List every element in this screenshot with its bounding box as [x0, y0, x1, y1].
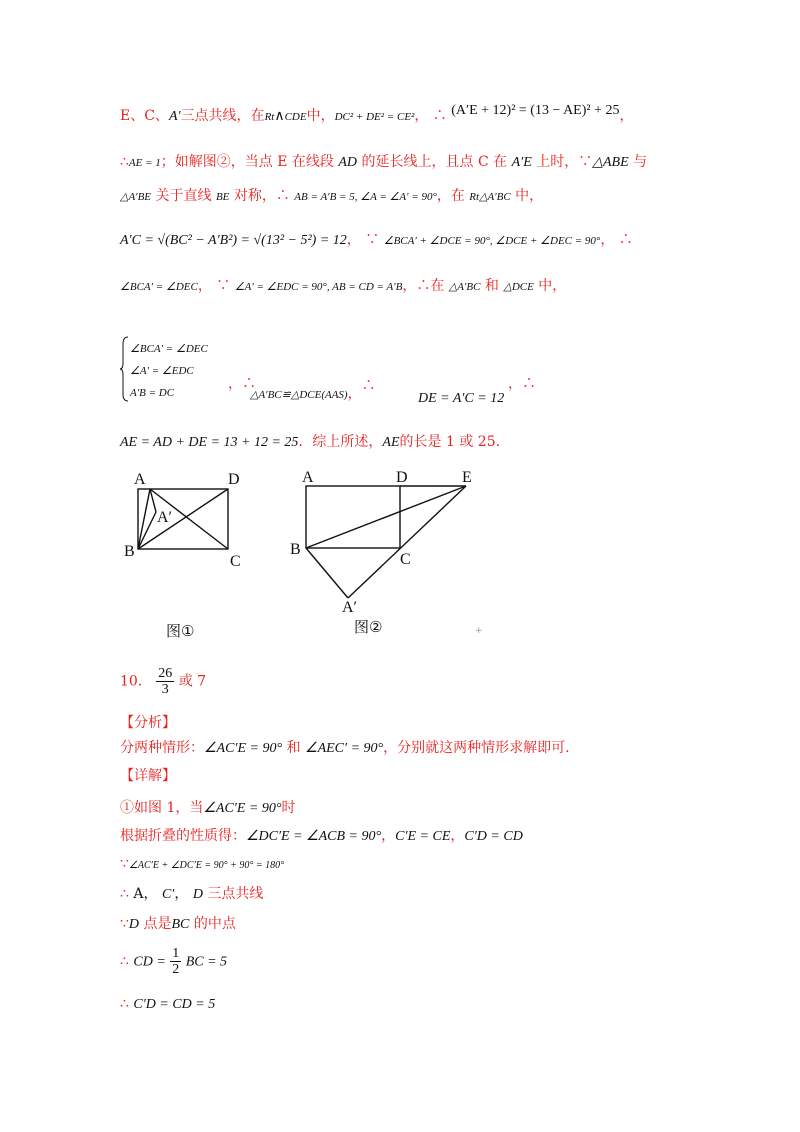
answer-fraction: $\frac{26}{3}$ — [158, 666, 173, 697]
fig1-label-b: B — [124, 543, 135, 560]
fig2-caption: 图② — [354, 618, 383, 636]
fig2-line-bap — [306, 548, 348, 598]
solution-line-3: △A′BE 关于直线 BE 对称，∴ AB = A′B = 5, ∠A = ∠A′ = 90°，在 Rt△A′BC 中， — [120, 188, 544, 204]
analysis-line: 分两种情形：∠AC′E = 90° 和 ∠AEC′ = 90°，分别就这两种情形求解即可. — [120, 740, 570, 756]
system-brace — [120, 336, 130, 402]
solution-line-4: A′C = √(BC² − A′B²) = √(13² − 5²) = 12， ∵ ∠BCA′ + ∠DCE = 90°, ∠DCE + ∠DEC = 90°， ∴ — [120, 232, 633, 248]
fig1-diagonal — [138, 489, 228, 549]
detail-line-4: ∴ A， C′， D 三点共线 — [120, 886, 264, 902]
fig2-label-e: E — [462, 469, 472, 486]
question-10-answer: 10． $\frac{26}{3}$ 或 7 — [120, 666, 207, 697]
fig2-line-be — [306, 486, 466, 548]
stray-mark: + — [475, 626, 483, 636]
fig2-line-ape — [348, 486, 466, 598]
detail-line-7: ∴ C′D = CD = 5 — [120, 996, 216, 1012]
detail-line-2: 根据折叠的性质得：∠DC′E = ∠ACB = 90°，C′E = CE，C′D = CD — [120, 828, 523, 844]
fig1-label-c: C — [230, 553, 241, 570]
fig1-caption: 图① — [166, 622, 195, 640]
figure-1 — [124, 471, 241, 640]
de-result: DE = A′C = 12 — [418, 391, 505, 406]
solution-line-2: ∴AE = 1；如解图②，当点 E 在线段 AD 的延长线上，且点 C 在 A′E 上时，∵△ABE 与 — [120, 154, 648, 170]
fig1-line-ba — [138, 489, 150, 549]
solution-conclusion: AE = AD + DE = 13 + 12 = 25．综上所述，AE的长是 1 或 25. — [120, 434, 501, 450]
system-row-1: ∠BCA′ = ∠DEC — [130, 343, 208, 355]
detail-line-1: ①如图 1，当∠AC′E = 90°时 — [120, 800, 296, 816]
fig2-label-b: B — [290, 541, 301, 558]
fig2-label-ap: A′ — [342, 599, 358, 616]
solution-line-1: E、C、A′三点共线，在Rt∧CDE中，DC² + DE² = CE²， ∴ (A′E + 12)² = (13 − AE)² + 25， — [120, 103, 634, 124]
analysis-heading: 【分析】 — [120, 715, 176, 731]
detail-line-6: ∴ CD = $\frac{1}{2}$ BC = 5 — [120, 946, 228, 977]
congruence-statement: △A′BC≌△DCE(AAS)，∴ — [250, 378, 376, 402]
half-fraction: $\frac{1}{2}$ — [172, 946, 180, 977]
fig1-label-a: A — [134, 471, 146, 488]
detail-line-3: ∵∠AC′E + ∠DC′E = 90° + 90° = 180° — [120, 856, 285, 872]
congruence-line: ，∴ — [228, 376, 256, 392]
detail-line-5: ∵D 点是BC 的中点 — [120, 916, 236, 932]
solution-line-5: ∠BCA′ = ∠DEC， ∵ ∠A′ = ∠EDC = 90°, AB = CD = A′B，∴在 △A′BC 和 △DCE 中， — [120, 278, 567, 294]
fig2-label-c: C — [400, 551, 411, 568]
detail-heading: 【详解】 — [120, 768, 176, 784]
right-triangle-symbol: ∧ — [274, 108, 285, 124]
de-result-therefore: ，∴ — [508, 376, 536, 392]
fig2-label-a: A — [302, 469, 314, 486]
fig1-label-d: D — [228, 471, 240, 488]
figure-2 — [290, 469, 472, 636]
geometry-figures — [120, 462, 520, 642]
system-row-2: ∠A′ = ∠EDC — [130, 365, 194, 377]
fig2-label-d: D — [396, 469, 408, 486]
fig1-label-ap: A′ — [157, 509, 173, 526]
system-row-3: A′B = DC — [130, 387, 175, 399]
